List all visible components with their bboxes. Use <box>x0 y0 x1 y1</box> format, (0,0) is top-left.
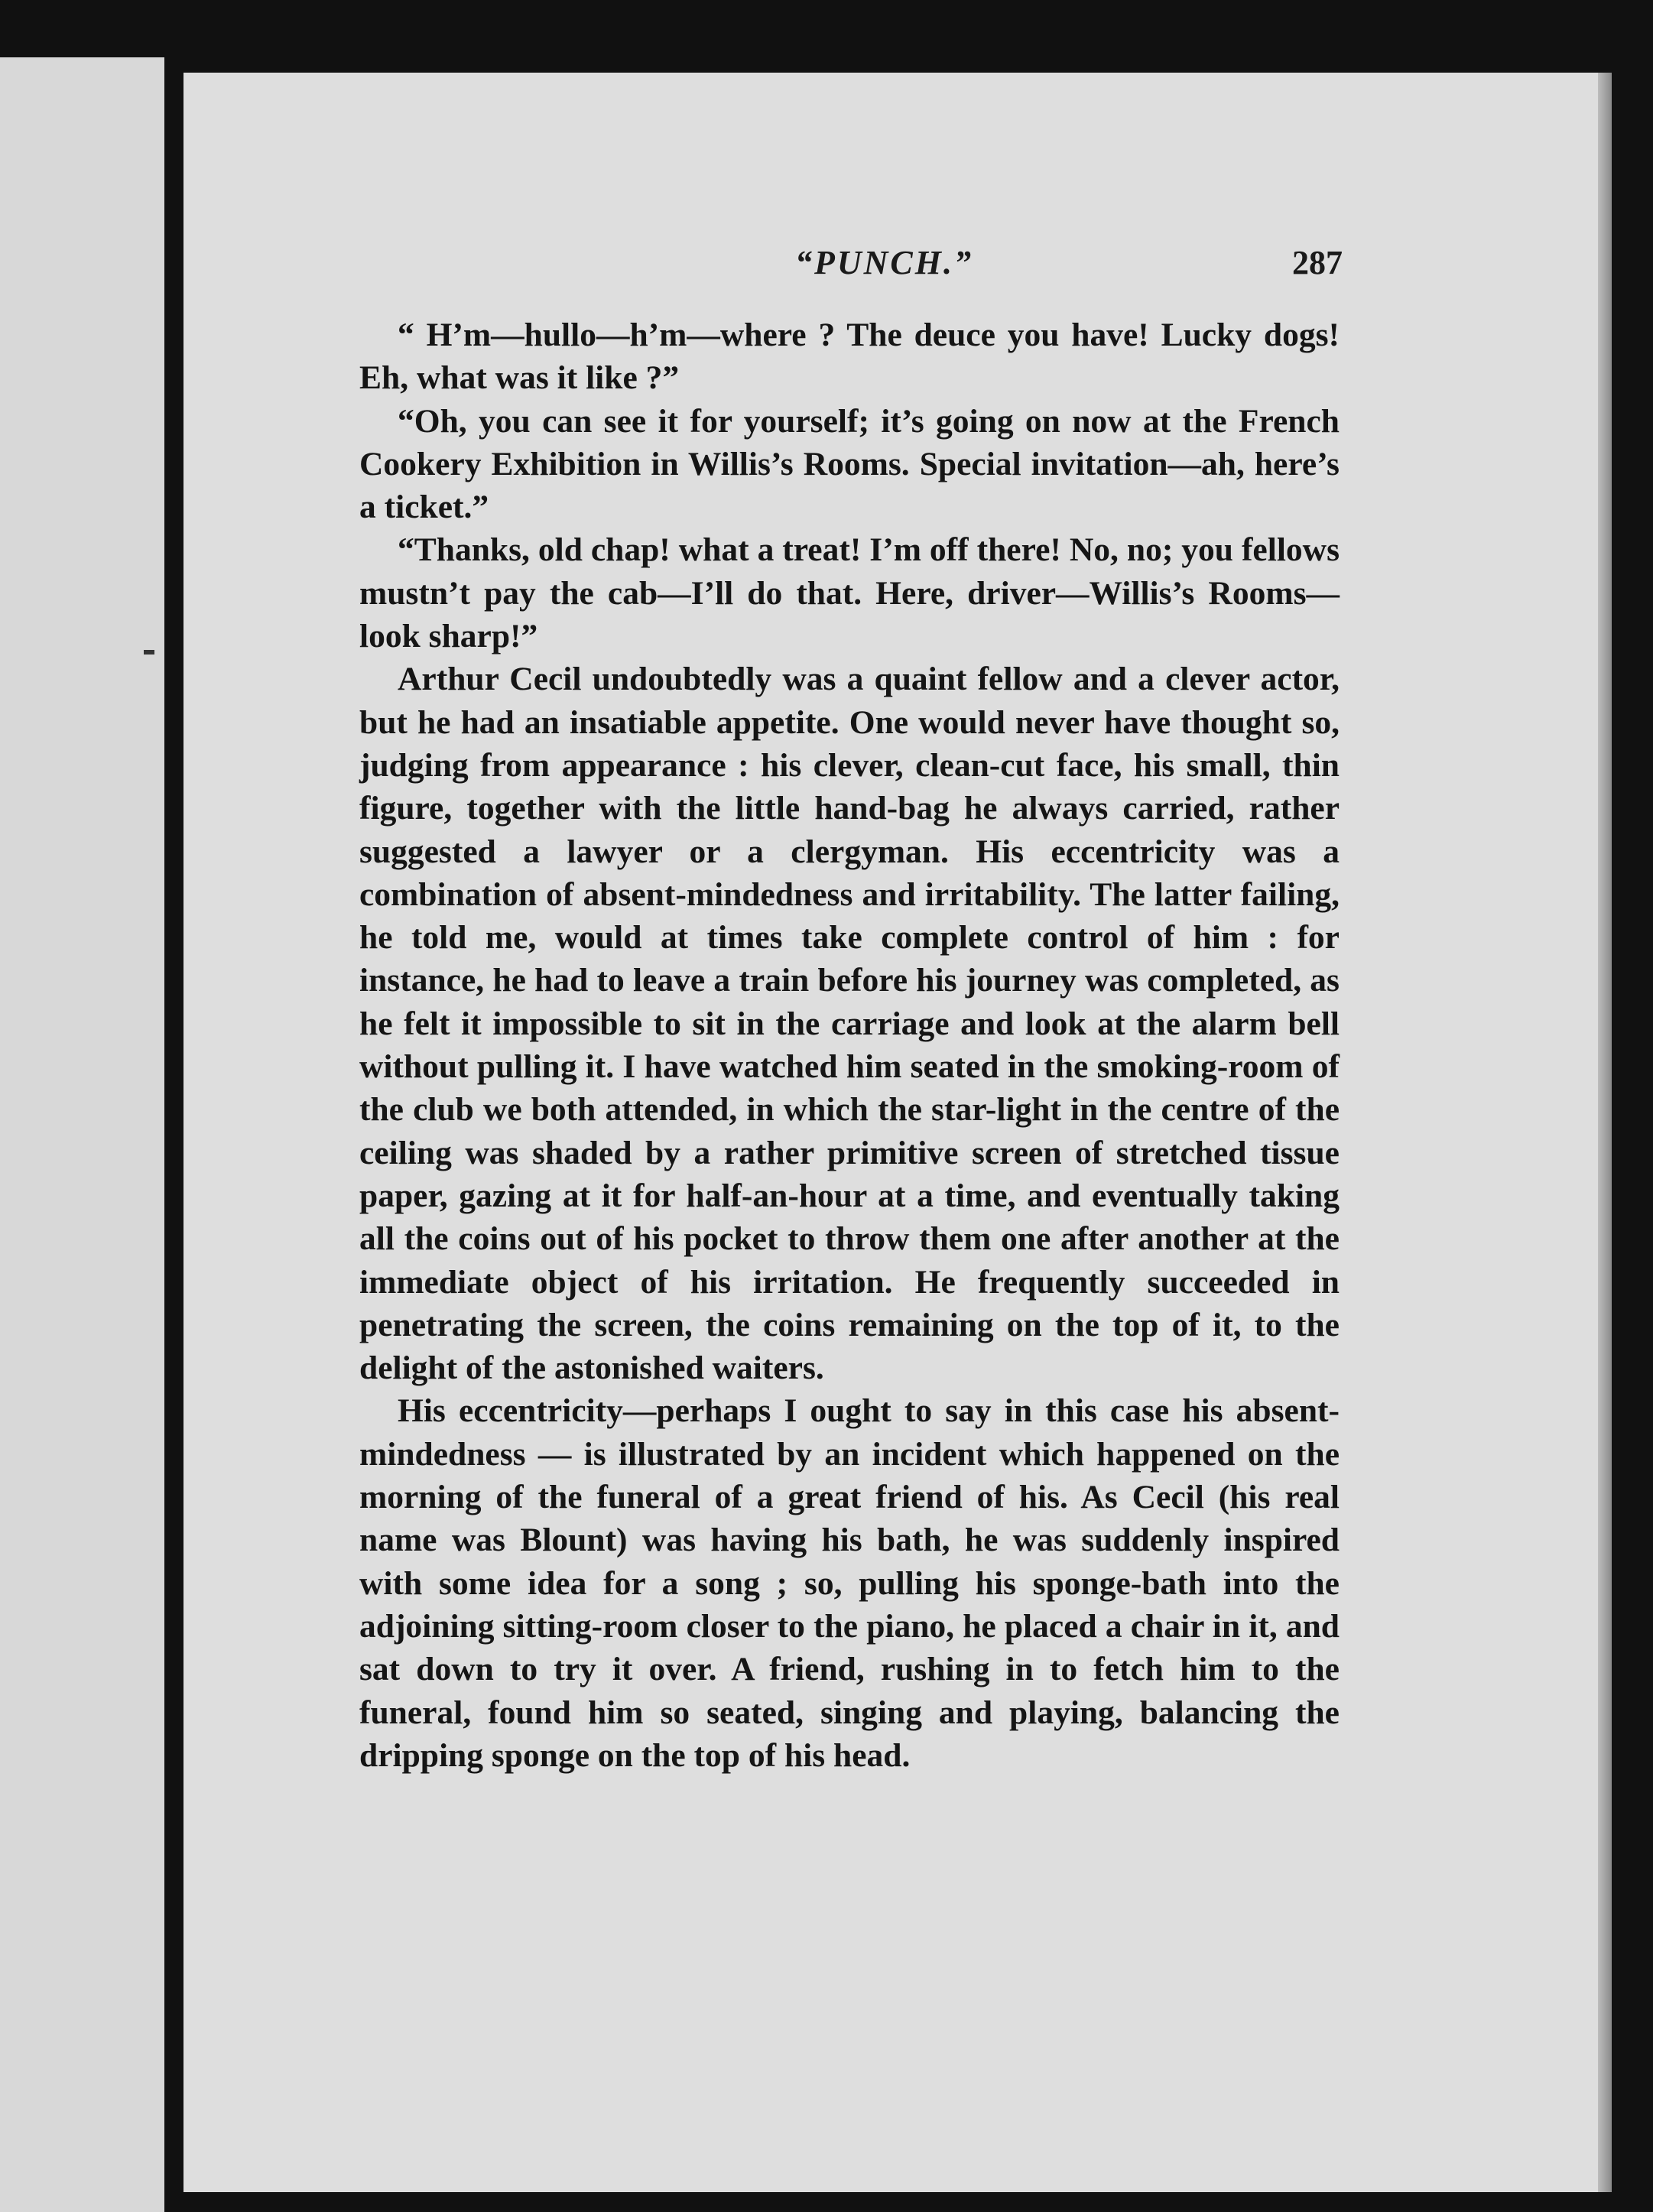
paragraph: Arthur Cecil undoubtedly was a quaint fellow and a clever actor, but he had an insatiable appetite. One would never have thought so, judging from appearance : his clever, clean-cut face, his small, thin figure, together with the little hand-bag he always carried, rather suggested a lawyer or a clergyman. His eccentricity was a combination of absent-mindedness and irritability. The latter failing, he told me, would at times take complete control of him : for instance, he had to leave a train before his journey was completed, as he felt it impossible to sit in the carriage and look at the alarm bell without pulling it. I have watched him seated in the smoking-room of the club we both attended, in which the star-light in the centre of the ceiling was shaded by a rather primitive screen of stretched tissue paper, gazing at it for half-an-hour at a time, and eventually taking all the coins out of his pocket to throw them one after another at the immediate object of his irritation. He frequently succeeded in penetrating the screen, the coins remaining on the top of it, to the delight of the astonished waiters. <box>359 661 1340 1387</box>
facing-page-edge <box>0 57 164 2212</box>
paragraph: His eccentricity—perhaps I ought to say in this case his absent-mindedness — is illustrated by an incident which happened on the morning of the funeral of a great friend of his. As Cecil (his real name was Blount) was having his bath, he was suddenly inspired with some idea for a song ; so, pulling his sponge-bath into the adjoining sitting-room closer to the piano, he placed a chair in it, and sat down to try it over. A friend, rushing in to fetch him to the funeral, found him so seated, singing and playing, balancing the dripping sponge on the top of his head. <box>359 1392 1340 1774</box>
margin-mark <box>144 650 154 655</box>
paragraph: “ H’m—hullo—h’m—where ? The deuce you have! Lucky dogs! Eh, what was it like ?” <box>359 317 1340 397</box>
running-title: “PUNCH.” <box>795 244 973 281</box>
body-text <box>359 313 1340 1777</box>
paragraph: “Oh, you can see it for yourself; it’s going on now at the French Cookery Exhibition in Willis’s Rooms. Special invitation—ah, here’s a ticket.” <box>359 402 1340 526</box>
page-edge-shadow <box>1598 73 1612 2192</box>
page-number: 287 <box>1292 244 1343 281</box>
paragraph: “Thanks, old chap! what a treat! I’m off there! No, no; you fellows mustn’t pay the cab—I’ll do that. Here, driver—Willis’s Rooms—look sharp!” <box>359 531 1340 655</box>
